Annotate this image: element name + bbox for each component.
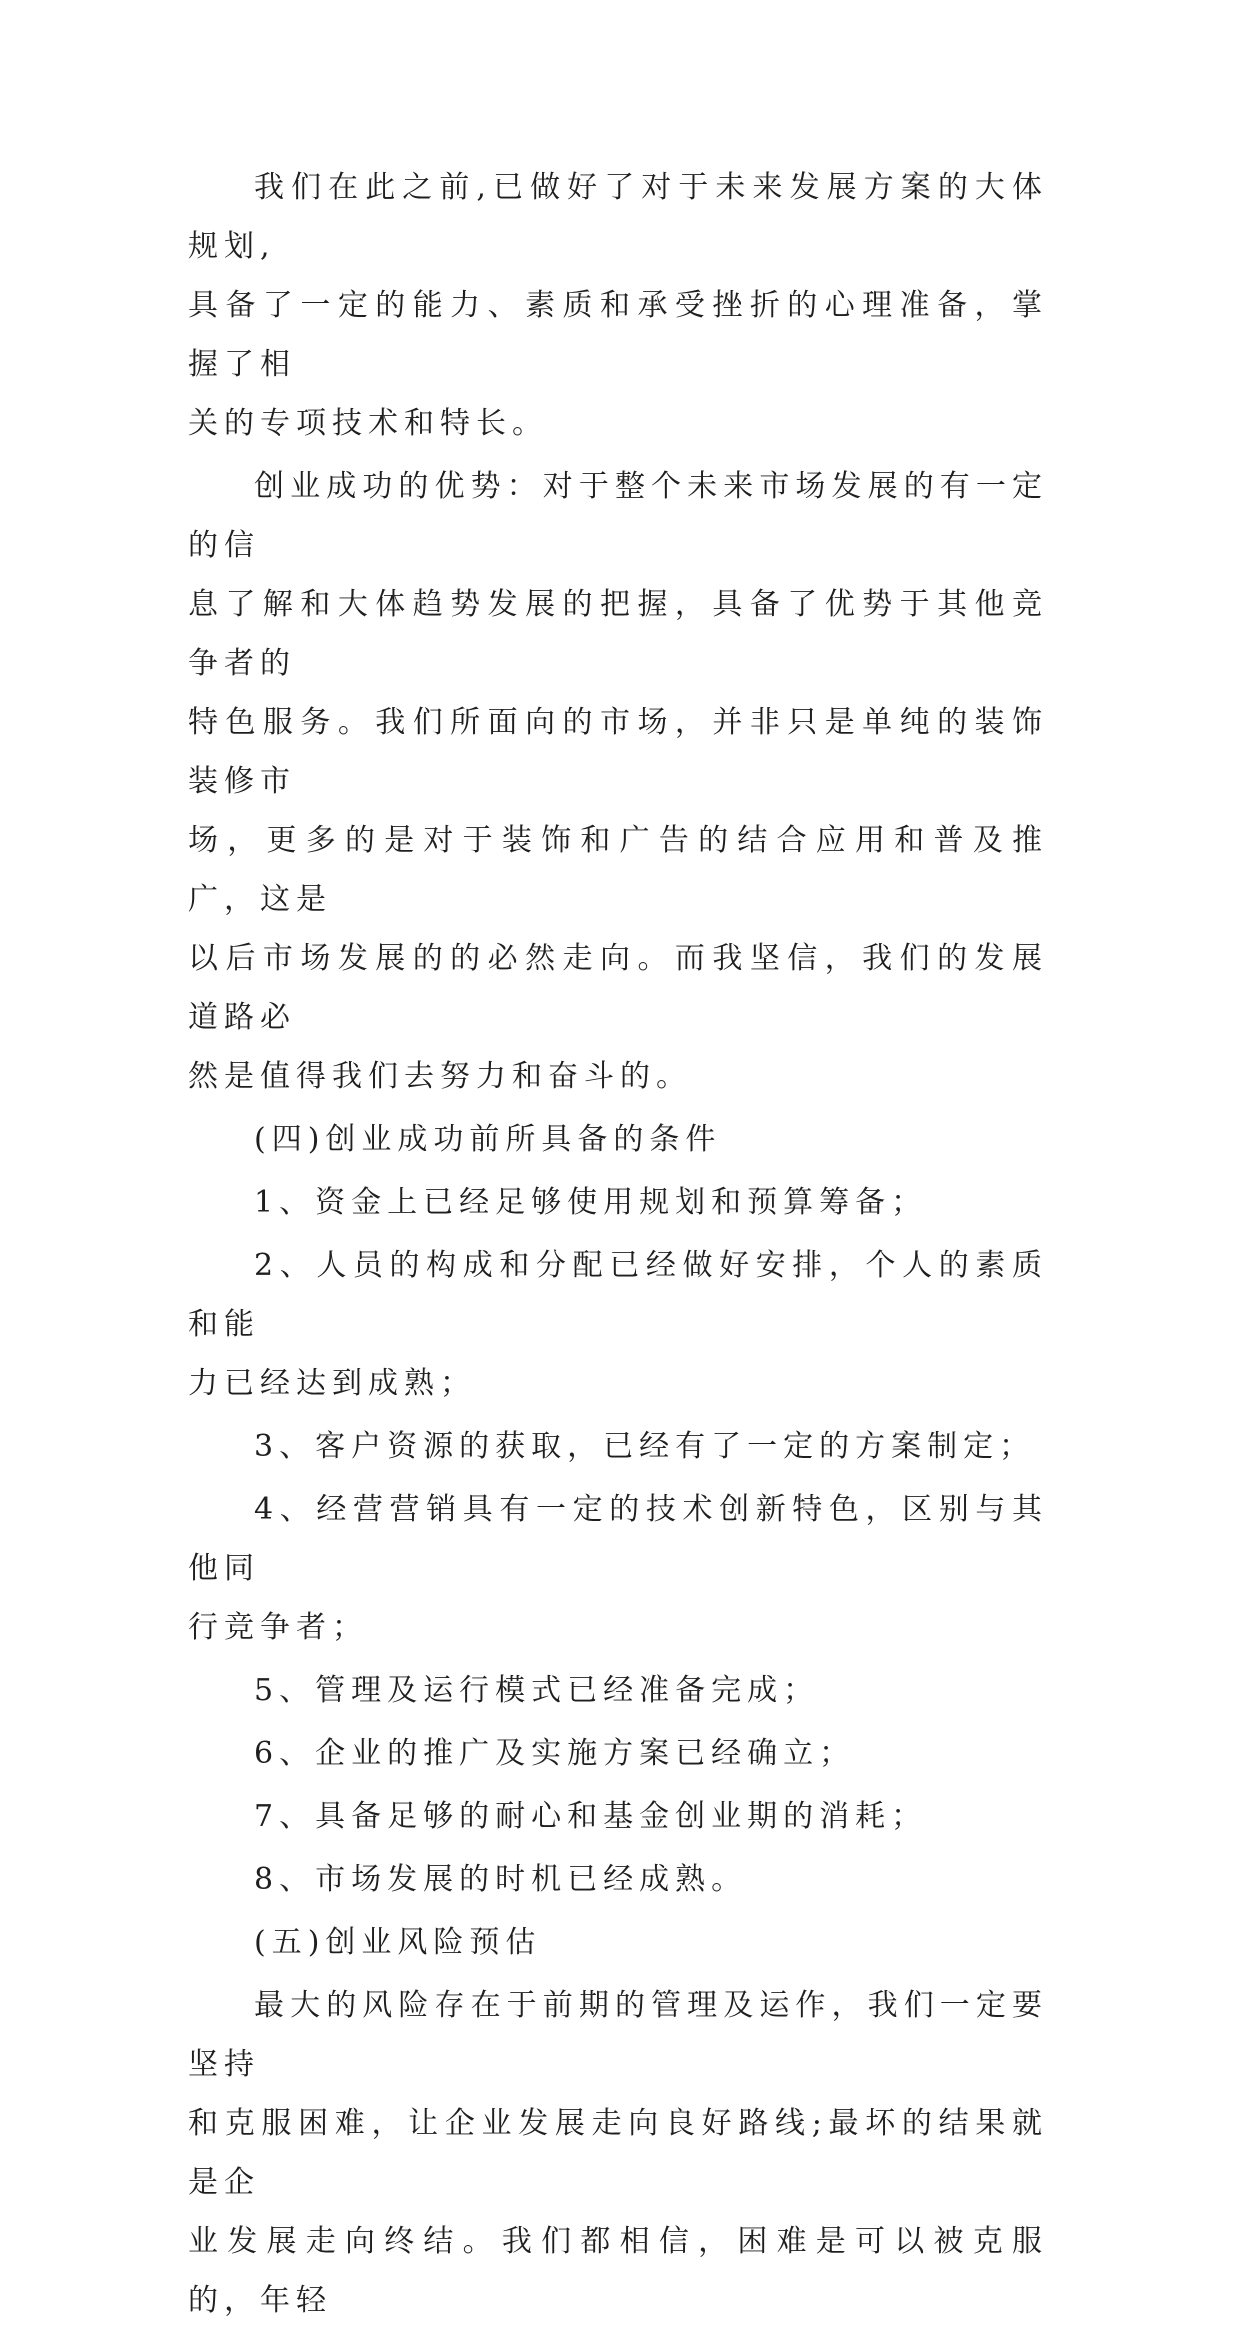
paragraph-line: 息了解和大体趋势发展的把握，具备了优势于其他竞争者的 xyxy=(188,587,1048,681)
paragraph-6 xyxy=(188,1417,1048,1476)
paragraph-line: 我们在此之前,已做好了对于未来发展方案的大体规划, xyxy=(188,170,1048,264)
paragraph-7 xyxy=(188,1480,1048,1657)
paragraph-line: 1、资金上已经足够使用规划和预算筹备； xyxy=(254,1185,928,1220)
paragraph-line: 关的专项技术和特长。 xyxy=(188,406,548,441)
paragraph-line: (四)创业成功前所具备的条件 xyxy=(254,1122,722,1157)
paragraph-line: 特色服务。我们所面向的市场，并非只是单纯的装饰装修市 xyxy=(188,705,1048,799)
paragraph-11 xyxy=(188,1850,1048,1909)
paragraph-8 xyxy=(188,1661,1048,1720)
paragraph-line: (五)创业风险预估 xyxy=(254,1925,542,1960)
document-body xyxy=(188,158,1048,2334)
paragraph-line: 最大的风险存在于前期的管理及运作，我们一定要坚持 xyxy=(188,1988,1048,2082)
paragraph-line: 8、市场发展的时机已经成熟。 xyxy=(254,1862,748,1897)
paragraph-10 xyxy=(188,1787,1048,1846)
paragraph-4 xyxy=(188,1173,1048,1232)
paragraph-line: 然是值得我们去努力和奋斗的。 xyxy=(188,1059,692,1094)
paragraph-line: 5、管理及运行模式已经准备完成； xyxy=(254,1673,820,1708)
paragraph-line: 具备了一定的能力、素质和承受挫折的心理准备，掌握了相 xyxy=(188,288,1048,382)
paragraph-1 xyxy=(188,158,1048,453)
paragraph-line: 6、企业的推广及实施方案已经确立； xyxy=(254,1736,856,1771)
paragraph-line: 和克服困难，让企业发展走向良好路线;最坏的结果就是企 xyxy=(188,2106,1048,2200)
paragraph-line: 场，更多的是对于装饰和广告的结合应用和普及推广，这是 xyxy=(188,823,1048,917)
paragraph-line: 3、客户资源的获取，已经有了一定的方案制定； xyxy=(254,1429,1036,1464)
paragraph-12 xyxy=(188,1913,1048,1972)
paragraph-line: 2、人员的构成和分配已经做好安排，个人的素质和能 xyxy=(188,1248,1048,1342)
paragraph-line: 业发展走向终结。我们都相信，困难是可以被克服的，年轻 xyxy=(188,2224,1048,2318)
paragraph-2 xyxy=(188,457,1048,1106)
paragraph-line: 4、经营营销具有一定的技术创新特色，区别与其他同 xyxy=(188,1492,1048,1586)
paragraph-line: 力已经达到成熟； xyxy=(188,1366,476,1401)
paragraph-line: 以后市场发展的的必然走向。而我坚信，我们的发展道路必 xyxy=(188,941,1048,1035)
paragraph-line: 创业成功的优势：对于整个未来市场发展的有一定的信 xyxy=(188,469,1048,563)
paragraph-13 xyxy=(188,1976,1048,2330)
paragraph-line: 7、具备足够的耐心和基金创业期的消耗； xyxy=(254,1799,928,1834)
paragraph-3 xyxy=(188,1110,1048,1169)
paragraph-5 xyxy=(188,1236,1048,1413)
paragraph-line: 行竞争者； xyxy=(188,1610,368,1645)
